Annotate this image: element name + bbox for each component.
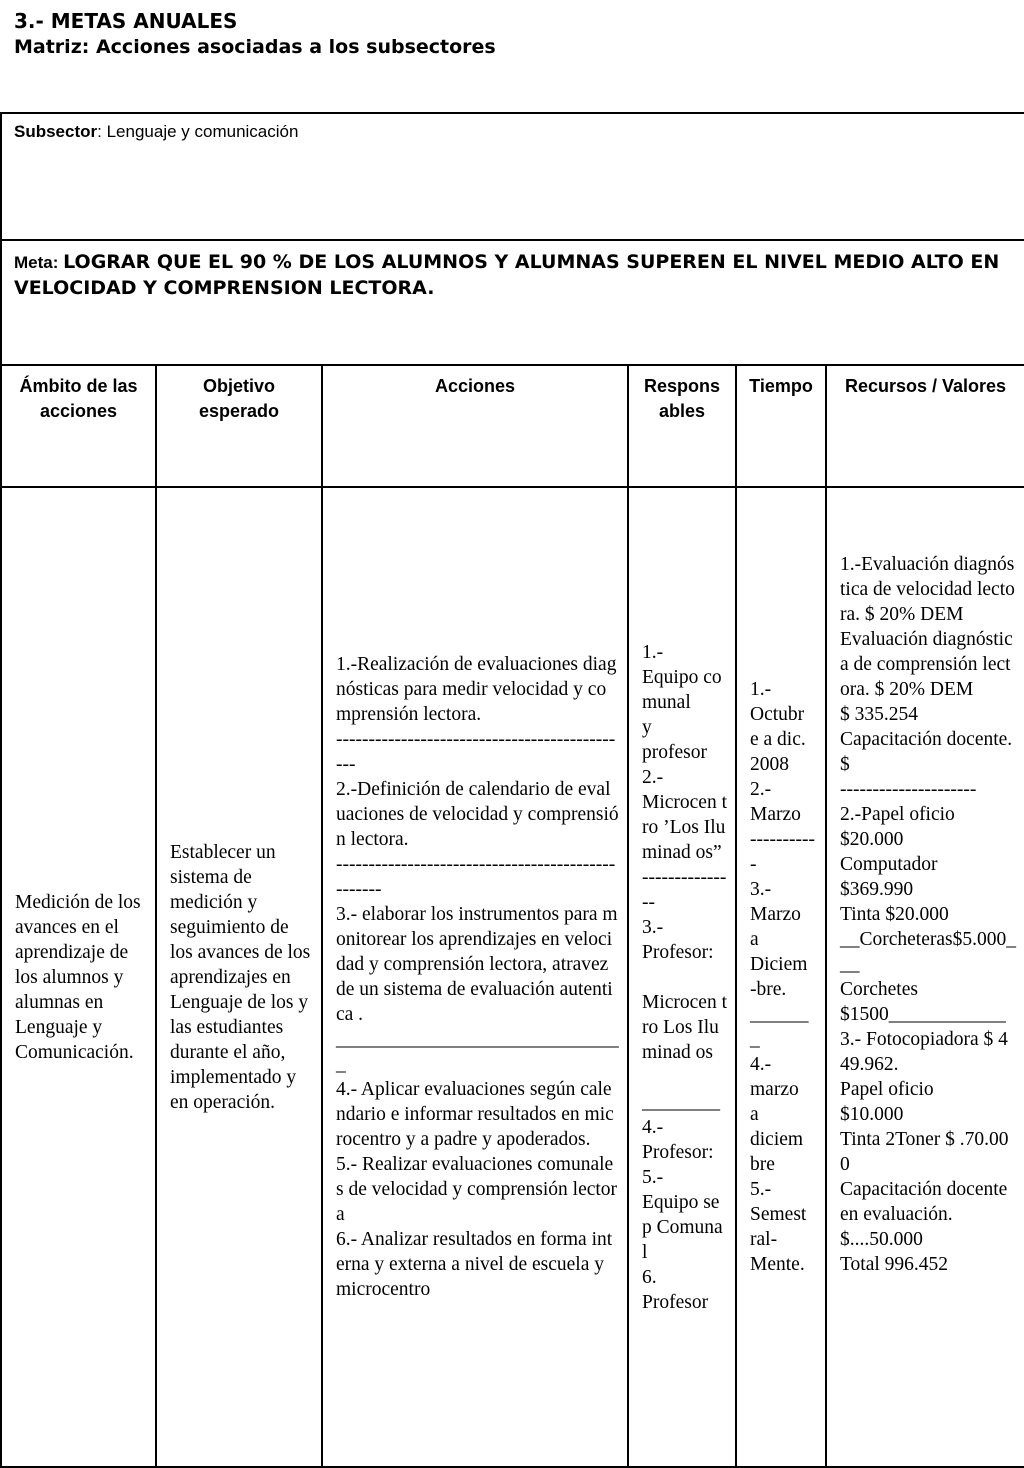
meta-text: LOGRAR QUE EL 90 % DE LOS ALUMNOS Y ALUMNAS SUPEREN EL NIVEL MEDIO ALTO EN VELOCIDAD Y COMPRENSION LECTORA. [14, 251, 1000, 299]
section-title: 3.- METAS ANUALES [14, 9, 238, 33]
table-row [1, 487, 1024, 1467]
cell-tiempo: 1.- Octubr e a dic. 2008 2.- Marzo ----------- 3.- Marzo a Diciem -bre. _______ 4.- marzo a diciem bre 5.- Semest ral- Mente. [736, 487, 826, 1467]
column-header-tiempo: Tiempo [736, 365, 826, 487]
column-header-acciones: Acciones [322, 365, 628, 487]
matrix-subtitle: Matriz: Acciones asociadas a los subsectores [14, 36, 496, 58]
subsector-row [1, 113, 1024, 240]
meta-cell [1, 240, 1024, 365]
subsector-cell [1, 113, 1024, 240]
subsector-value: : Lenguaje y comunicación [97, 122, 299, 141]
column-header-responsables: Respons ables [628, 365, 736, 487]
cell-objetivo: Establecer un sistema de medición y seguimiento de los avances de los aprendizajes en Lenguaje de los y las estudiantes durante el año, implementado y en operación. [156, 487, 322, 1467]
cell-recursos: 1.-Evaluación diagnóstica de velocidad lectora. $ 20% DEM Evaluación diagnóstica de comprensión lectora. $ 20% DEM $ 335.254 Capacitación docente. $ --------------------- 2.-Papel oficio $20.000 Computador $369.990 Tinta $20.000 __Corcheteras$5.000___ Corchetes $1500____________ 3.- Fotocopiadora $ 449.962. Papel oficio $10.000 Tinta 2Toner $ .70.000 Capacitación docente en evaluación. $....50.000 Total 996.452 [826, 487, 1024, 1467]
cell-acciones: 1.-Realización de evaluaciones diagnósticas para medir velocidad y comprensión lectora. ---------------------------------------------- 2.-Definición de calendario de evaluaciones de velocidad y comprensión lectora. -------------------------------------------------- 3.- elaborar los instrumentos para monitorear los aprendizajes en velocidad y comprensión lectora, atravez de un sistema de evaluación autentica . ______________________________ 4.- Aplicar evaluaciones según calendario e informar resultados en microcentro y a padre y apoderados. 5.- Realizar evaluaciones comunales de velocidad y comprensión lectora 6.- Analizar resultados en forma interna y externa a nivel de escuela y microcentro [322, 487, 628, 1467]
column-header-objetivo: Objetivo esperado [156, 365, 322, 487]
subsector-label: Subsector [14, 122, 98, 141]
meta-row [1, 240, 1024, 365]
cell-responsables: 1.- Equipo comunal y profesor 2.- Microcen tro ’Los Iluminad os” --------------- 3.- Profesor: Microcen tro Los Iluminad os ________ 4.- Profesor: 5.- Equipo sep Comunal 6. Profesor [628, 487, 736, 1467]
cell-ambito: Medición de los avances en el aprendizaje de los alumnos y alumnas en Lenguaje y Comunicación. [1, 487, 156, 1467]
meta-separator: : [52, 253, 64, 272]
column-header-recursos: Recursos / Valores [826, 365, 1024, 487]
column-header-row [1, 365, 1024, 487]
actions-matrix-table [0, 112, 1024, 1468]
column-header-ambito: Ámbito de las acciones [1, 365, 156, 487]
meta-label: Meta [14, 253, 53, 272]
